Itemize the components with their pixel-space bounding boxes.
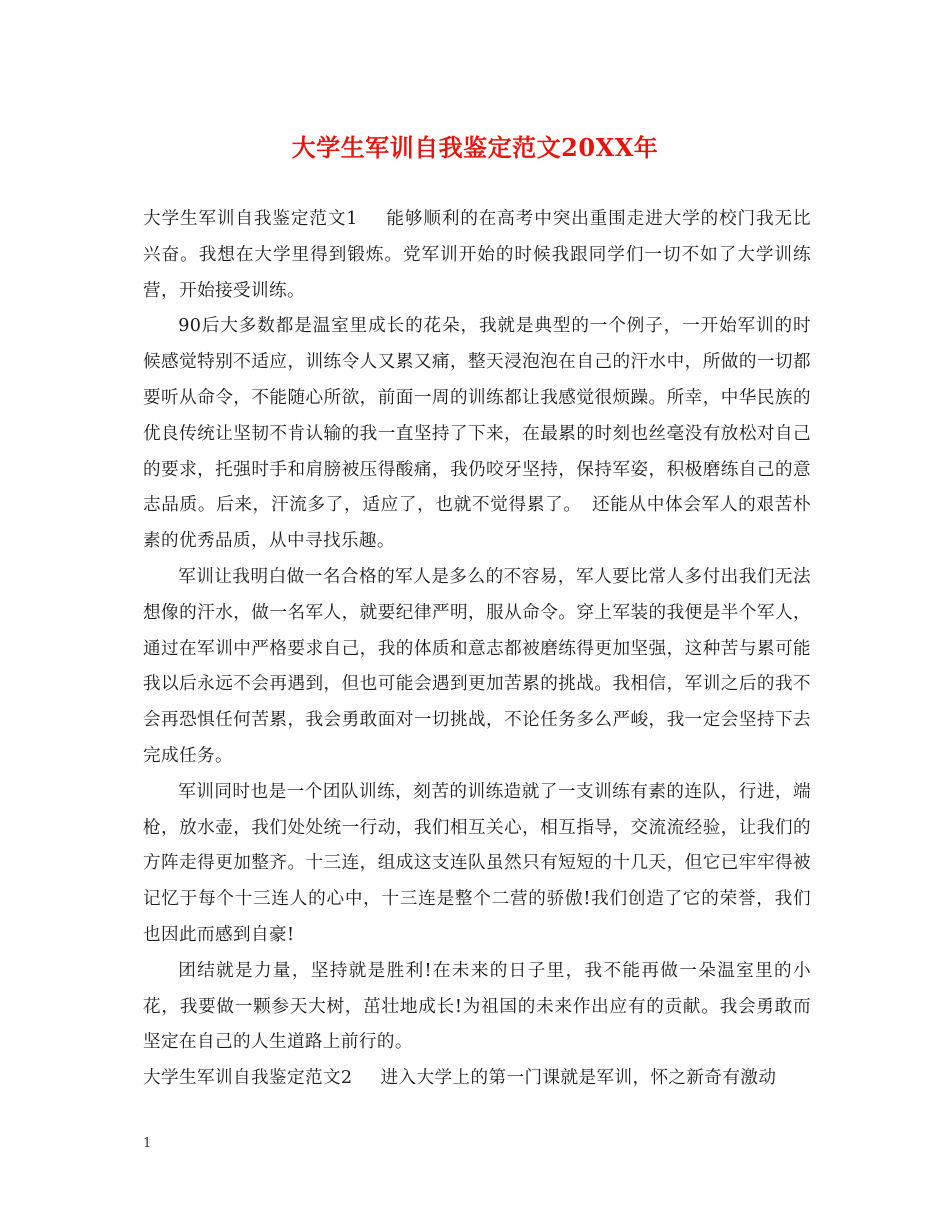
paragraph-2 [143, 309, 811, 560]
paragraph-5 [143, 954, 811, 1061]
paragraph-6-text: 进入大学上的第一门课就是军训，怀之新奇有激动 [380, 1068, 777, 1089]
paragraph-3-text: 军训让我明白做一名合格的军人是多么的不容易，军人要比常人多付出我们无法想像的汗水，做一名军人，就要纪律严明，服从命令。穿上军装的我便是半个军人，通过在军训中严格要求自己，我的体质和意志都被磨练得更加坚强，这种苦与累可能我以后永远不会再遇到，但也可能会遇到更加苦累的挑战。我相信，军训之后的我不会再恐惧任何苦累，我会勇敢面对一切挑战，不论任务多么严峻，我一定会坚持下去完成任务。 [143, 566, 811, 766]
section-heading-1: 大学生军训自我鉴定范文1 [143, 209, 358, 229]
paragraph-4 [143, 775, 811, 954]
paragraph-1 [143, 202, 811, 309]
paragraph-4-text: 军训同时也是一个团队训练，刻苦的训练造就了一支训练有素的连队，行进，端枪，放水壶，我们处处统一行动，我们相互关心，相互指导，交流流经验，让我们的方阵走得更加整齐。十三连，组成这支连队虽然只有短短的十几天，但它已牢牢得被记忆于每个十三连人的心中，十三连是整个二营的骄傲!我们创造了它的荣誉，我们也因此而感到自豪! [143, 781, 811, 945]
section-heading-2: 大学生军训自我鉴定范文2 [143, 1068, 353, 1089]
paragraph-3 [143, 560, 811, 775]
document-title: 大学生军训自我鉴定范文20XX年 [291, 133, 659, 162]
document-body [143, 202, 811, 1097]
paragraph-5-text: 团结就是力量，坚持就是胜利!在未来的日子里，我不能再做一朵温室里的小花，我要做一颗参天大树，茁壮地成长!为祖国的未来作出应有的贡献。我会勇敢而坚定在自己的人生道路上前行的。 [143, 960, 811, 1053]
paragraph-2-text: 90后大多数都是温室里成长的花朵，我就是典型的一个例子，一开始军训的时候感觉特别不适应，训练令人又累又痛，整天浸泡泡在自己的汗水中，所做的一切都要听从命令，不能随心所欲，前面一周的训练都让我感觉很烦躁。所幸，中华民族的优良传统让坚韧不肯认输的我一直坚持了下来，在最累的时刻也丝毫没有放松对自己的要求，托强时手和肩膀被压得酸痛，我仍咬牙坚持，保持军姿，积极磨练自己的意志品质。后来，汗流多了，适应了，也就不觉得累了。 [143, 316, 811, 516]
paragraph-2-tail: 还能从中体会军人的艰苦朴素的优秀品质，从中寻找乐趣。 [143, 495, 811, 552]
page-number: 1 [143, 1136, 152, 1151]
paragraph-1-text: 能够顺利的在高考中突出重围走进大学的校门我无比兴奋。我想在大学里得到锻炼。党军训开始的时候我跟同学们一切不如了大学训练营，开始接受训练。 [143, 209, 812, 301]
paragraph-6 [143, 1061, 811, 1097]
